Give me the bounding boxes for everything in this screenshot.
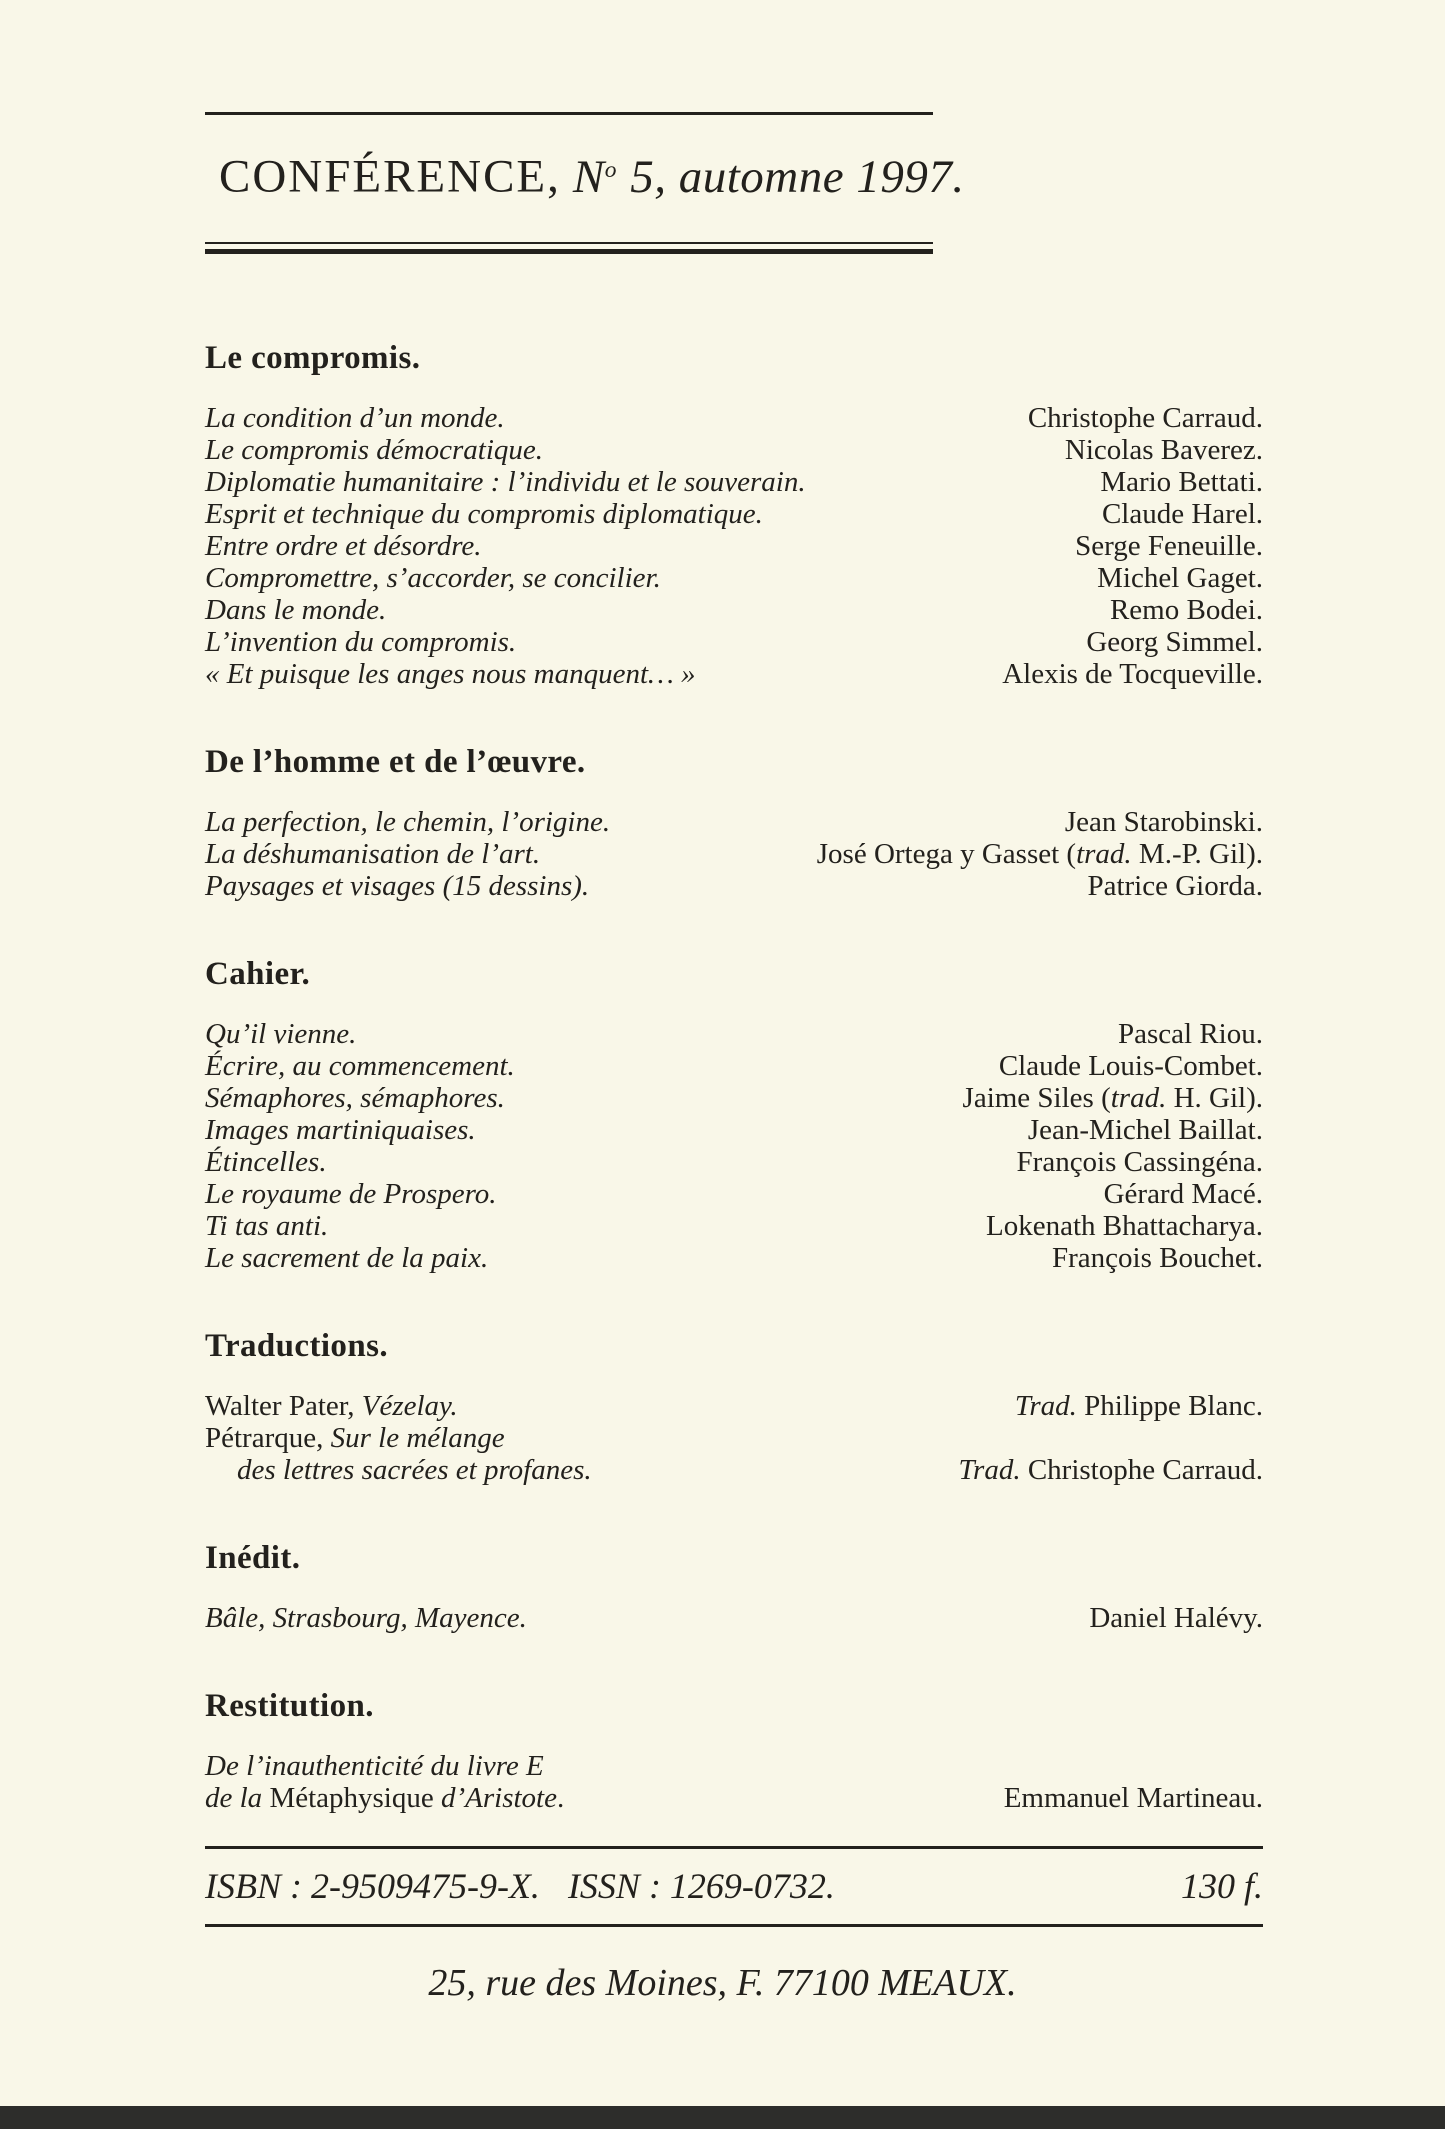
toc-entry: [205, 626, 1263, 658]
section-de-l-homme-et-de-l-uvre: [205, 742, 1263, 902]
entry-title: [205, 1422, 592, 1486]
entry-author: Jean Starobinski.: [1064, 805, 1263, 838]
section-heading: Restitution.: [205, 1687, 374, 1724]
section-heading: Cahier.: [205, 955, 311, 992]
entry-title-line: Sémaphores, sémaphores.: [205, 1081, 505, 1114]
entry-title: [205, 530, 482, 562]
section-le-compromis: [205, 338, 1263, 690]
entry-title-line: Ti tas anti.: [205, 1209, 329, 1242]
entry-title: [205, 806, 610, 838]
entry-title: [205, 1050, 515, 1082]
journal-title: [205, 115, 965, 242]
toc-entry: [205, 1146, 1263, 1178]
entry-title: [205, 658, 696, 690]
entry-author: Jaime Siles (trad. H. Gil).: [962, 1081, 1263, 1114]
entry-title: [205, 838, 540, 870]
entry-title: [205, 1082, 505, 1114]
entry-author: Trad. Christophe Carraud.: [958, 1453, 1263, 1486]
entry-title-line: La déshumanisation de l’art.: [205, 837, 541, 870]
entry-title: [205, 1750, 564, 1814]
entry-title-line: La condition d’un monde.: [205, 401, 505, 434]
toc-entry: [205, 870, 1263, 902]
entry-author: Claude Louis-Combet.: [998, 1049, 1263, 1082]
section-heading: Traductions.: [205, 1327, 388, 1364]
page-content: [205, 112, 1263, 1814]
entry-title-line: des lettres sacrées et profanes.: [237, 1453, 592, 1486]
toc-entry: [205, 1750, 1263, 1814]
toc-entry: [205, 806, 1263, 838]
entry-title-line: Esprit et technique du compromis diplomatique.: [205, 497, 763, 530]
entry-author: Mario Bettati.: [1100, 465, 1263, 498]
section-heading: Inédit.: [205, 1539, 301, 1576]
entry-title: [205, 498, 763, 530]
entry-title: [205, 402, 505, 434]
entry-title-line: Walter Pater, Vézelay.: [205, 1389, 458, 1422]
toc-entry: [205, 658, 1263, 690]
entry-title: [205, 1146, 327, 1178]
entry-title-line: de la Métaphysique d’Aristote.: [205, 1781, 565, 1814]
entry-author: Gérard Macé.: [1103, 1177, 1263, 1210]
toc-entry: [205, 434, 1263, 466]
entry-title-line: Pétrarque, Sur le mélange: [205, 1421, 505, 1454]
entry-title-line: Images martiniquaises.: [205, 1113, 476, 1146]
section-traductions: [205, 1326, 1263, 1486]
entry-author: François Bouchet.: [1051, 1241, 1263, 1274]
entry-author: Daniel Halévy.: [1089, 1601, 1263, 1634]
entry-author: Michel Gaget.: [1097, 561, 1263, 594]
entry-author: Christophe Carraud.: [1027, 401, 1263, 434]
entry-title: [205, 1210, 328, 1242]
entry-title-line: Bâle, Strasbourg, Mayence.: [205, 1601, 527, 1634]
entry-title-line: Dans le monde.: [205, 593, 387, 626]
masthead: [205, 112, 965, 254]
entry-author: François Cassingéna.: [1016, 1145, 1263, 1178]
toc-entry: [205, 1210, 1263, 1242]
entry-title-line: Diplomatie humanitaire : l’individu et le souverain.: [205, 465, 806, 498]
entry-title: [205, 466, 806, 498]
issue-number-n: N: [572, 150, 605, 203]
masthead-double-rule: [205, 242, 933, 254]
scan-edge-bar: [0, 2106, 1445, 2129]
toc-entry: [205, 1242, 1263, 1274]
entry-title-line: Le compromis démocratique.: [205, 433, 544, 466]
issue-number-ordinal: o: [604, 157, 617, 183]
toc-entry: [205, 1178, 1263, 1210]
entry-title-line: Entre ordre et désordre.: [205, 529, 482, 562]
entry-title: [205, 870, 589, 902]
entry-title-line: Étincelles.: [205, 1145, 327, 1178]
entry-title: [205, 562, 661, 594]
toc-entry: [205, 402, 1263, 434]
entry-author: Patrice Giorda.: [1087, 869, 1263, 902]
toc-entry: [205, 1082, 1263, 1114]
entry-author: José Ortega y Gasset (trad. M.-P. Gil).: [816, 837, 1263, 870]
toc-entry: [205, 466, 1263, 498]
entry-title-line: De l’inauthenticité du livre E: [205, 1749, 544, 1782]
journal-name: CONFÉRENCE,: [219, 150, 561, 203]
entry-author: Trad. Philippe Blanc.: [1014, 1389, 1263, 1422]
entry-title-line: Le royaume de Prospero.: [205, 1177, 497, 1210]
entry-title: [205, 1602, 527, 1634]
price: 130 f.: [1180, 1866, 1263, 1906]
entry-author: Lokenath Bhattacharya.: [986, 1209, 1263, 1242]
issue-number-rest: 5, automne 1997.: [618, 150, 965, 203]
entry-title: [205, 1242, 488, 1274]
toc-entry: [205, 1050, 1263, 1082]
entry-title: [205, 1178, 497, 1210]
toc-entry: [205, 530, 1263, 562]
toc-entry: [205, 1018, 1263, 1050]
entry-title: [205, 594, 386, 626]
section-cahier: [205, 954, 1263, 1274]
entry-author: Georg Simmel.: [1086, 625, 1263, 658]
entry-author: Alexis de Tocqueville.: [1002, 657, 1263, 690]
section-inedit: [205, 1538, 1263, 1634]
entry-title-line: L’invention du compromis.: [205, 625, 517, 658]
toc-entry: [205, 498, 1263, 530]
toc-entry: [205, 1390, 1263, 1422]
entry-title-line: Paysages et visages (15 dessins).: [205, 869, 590, 902]
entry-title: [205, 1018, 356, 1050]
toc-entry: [205, 562, 1263, 594]
entry-title: [205, 626, 516, 658]
toc-entry: [205, 838, 1263, 870]
entry-author: Pascal Riou.: [1118, 1017, 1263, 1050]
entry-title: [205, 1114, 476, 1146]
entry-author: Emmanuel Martineau.: [1003, 1781, 1263, 1814]
entry-title-line: Écrire, au commencement.: [205, 1049, 515, 1082]
entry-title: [205, 434, 543, 466]
journal-issue: [573, 151, 965, 203]
entry-title: [205, 1390, 458, 1422]
entry-title-line: Compromettre, s’accorder, se concilier.: [205, 561, 661, 594]
table-of-contents: [205, 338, 1263, 1814]
toc-entry: [205, 1422, 1263, 1486]
entry-title-line: Le sacrement de la paix.: [205, 1241, 489, 1274]
entry-title-line: Qu’il vienne.: [205, 1017, 357, 1050]
issn-number: ISSN : 1269-0732.: [567, 1866, 835, 1906]
entry-author: Jean-Michel Baillat.: [1027, 1113, 1263, 1146]
toc-entry: [205, 1602, 1263, 1634]
isbn-band: [205, 1846, 1263, 1927]
entry-author: Remo Bodei.: [1109, 593, 1263, 626]
entry-author: Serge Feneuille.: [1075, 529, 1263, 562]
section-restitution: [205, 1686, 1263, 1814]
toc-entry: [205, 594, 1263, 626]
entry-author: Claude Harel.: [1101, 497, 1263, 530]
section-heading: De l’homme et de l’œuvre.: [205, 743, 586, 780]
isbn-number: ISBN : 2-9509475-9-X.: [205, 1866, 540, 1906]
section-heading: Le compromis.: [205, 339, 421, 376]
entry-author: Nicolas Baverez.: [1064, 433, 1263, 466]
entry-title-line: « Et puisque les anges nous manquent… »: [205, 657, 696, 690]
isbn-issn-text: [205, 1864, 835, 1908]
toc-entry: [205, 1114, 1263, 1146]
publisher-address: 25, rue des Moines, F. 77100 MEAUX.: [428, 1962, 1017, 2004]
entry-title-line: La perfection, le chemin, l’origine.: [205, 805, 611, 838]
